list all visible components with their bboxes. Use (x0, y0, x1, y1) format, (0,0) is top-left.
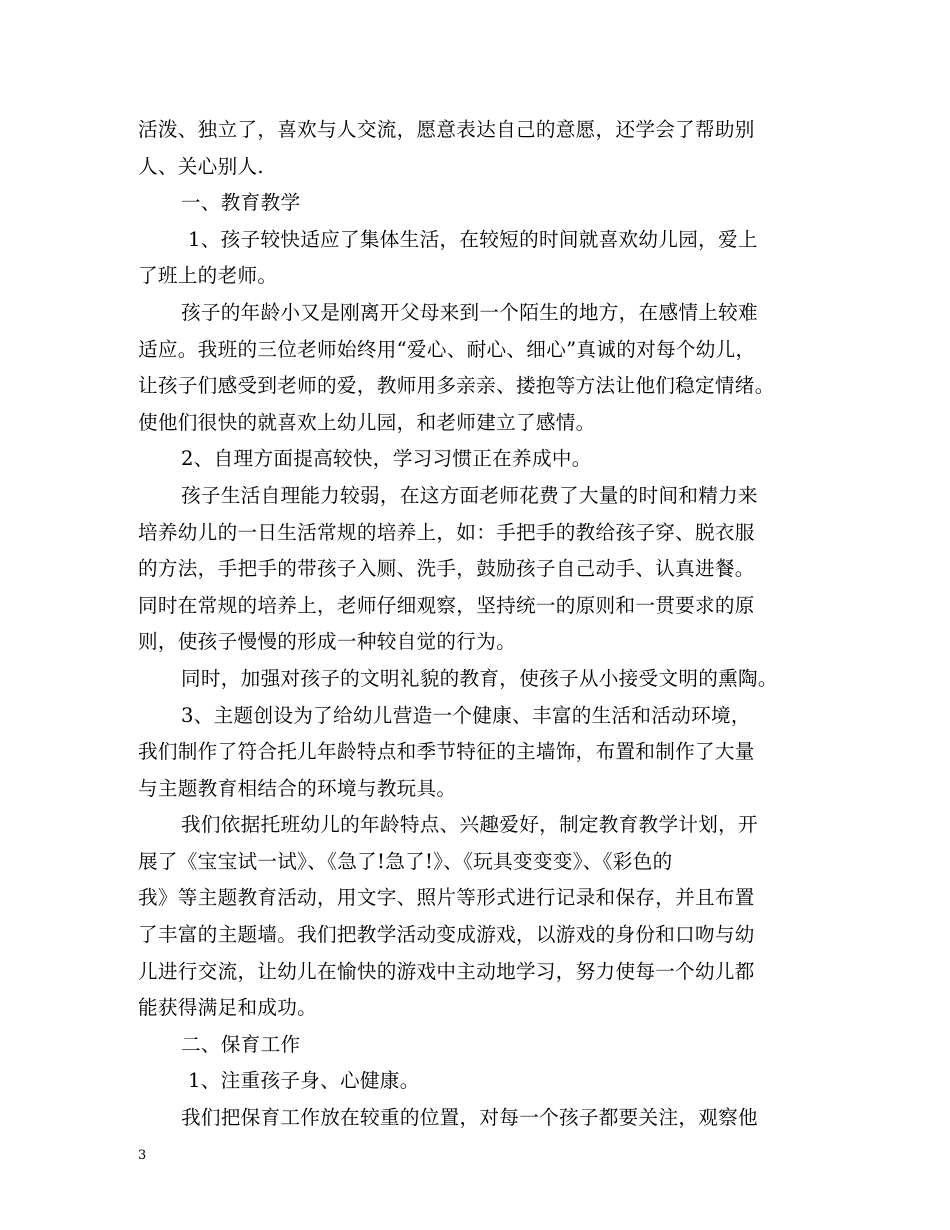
text-line: 1、孩子较快适应了集体生活，在较短的时间就喜欢幼儿园，爱上 (188, 227, 758, 251)
text-line: 适应。我班的三位老师始终用“爱心、耐心、细心”真诚的对每个幼儿， (138, 337, 756, 361)
text-line: 孩子生活自理能力较弱，在这方面老师花费了大量的时间和精力来 (181, 483, 758, 507)
text-line: 我》等主题教育活动，用文字、照片等形式进行记录和保存，并且布置 (138, 886, 755, 910)
text-line: 展了《宝宝试一试》、《急了!急了!》、《玩具变变变》、《彩色的 (138, 849, 673, 873)
text-line: 同时，加强对孩子的文明礼貌的教育，使孩子从小接受文明的熏陶。 (181, 666, 778, 690)
text-line: 1、注重孩子身、心健康。 (188, 1069, 420, 1093)
text-line: 我们把保育工作放在较重的位置，对每一个孩子都要关注，观察他 (181, 1106, 758, 1130)
text-line: 与主题教育相结合的环境与教玩具。 (138, 776, 457, 800)
text-line: 人、关心别人. (138, 154, 264, 178)
text-line: 则，使孩子慢慢的形成一种较自觉的行为。 (138, 630, 516, 654)
text-line: 一、教育教学 (181, 191, 301, 215)
text-line: 二、保育工作 (181, 1032, 301, 1056)
text-line: 的方法，手把手的带孩子入厕、洗手，鼓励孩子自己动手、认真进餐。 (138, 557, 755, 581)
text-line: 了班上的老师。 (138, 264, 278, 288)
text-line: 2、自理方面提高较快，学习习惯正在养成中。 (181, 447, 592, 471)
text-line: 培养幼儿的一日生活常规的培养上，如：手把手的教给孩子穿、脱衣服 (138, 520, 755, 544)
text-line: 同时在常规的培养上，老师仔细观察，坚持统一的原则和一贯要求的原 (138, 593, 755, 617)
text-line: 使他们很快的就喜欢上幼儿园，和老师建立了感情。 (138, 410, 596, 434)
text-line: 我们制作了符合托儿年龄特点和季节特征的主墙饰，布置和制作了大量 (138, 740, 755, 764)
text-line: 儿进行交流，让幼儿在愉快的游戏中主动地学习，努力使每一个幼儿都 (138, 959, 755, 983)
page-number: 3 (138, 1148, 147, 1163)
text-line: 了丰富的主题墙。我们把教学活动变成游戏，以游戏的身份和口吻与幼 (138, 923, 755, 947)
text-line: 我们依据托班幼儿的年龄特点、兴趣爱好，制定教育教学计划，开 (181, 813, 758, 837)
text-line: 3、主题创设为了给幼儿营造一个健康、丰富的生活和活动环境， (181, 703, 751, 727)
text-line: 活泼、独立了，喜欢与人交流，愿意表达自己的意愿，还学会了帮助别 (138, 118, 755, 141)
body-text (138, 112, 824, 1137)
text-line: 让孩子们感受到老师的爱，教师用多亲亲、搂抱等方法让他们稳定情绪。 (138, 374, 775, 398)
text-line: 能获得满足和成功。 (138, 996, 318, 1020)
text-line: 孩子的年龄小又是刚离开父母来到一个陌生的地方，在感情上较难 (181, 300, 758, 324)
